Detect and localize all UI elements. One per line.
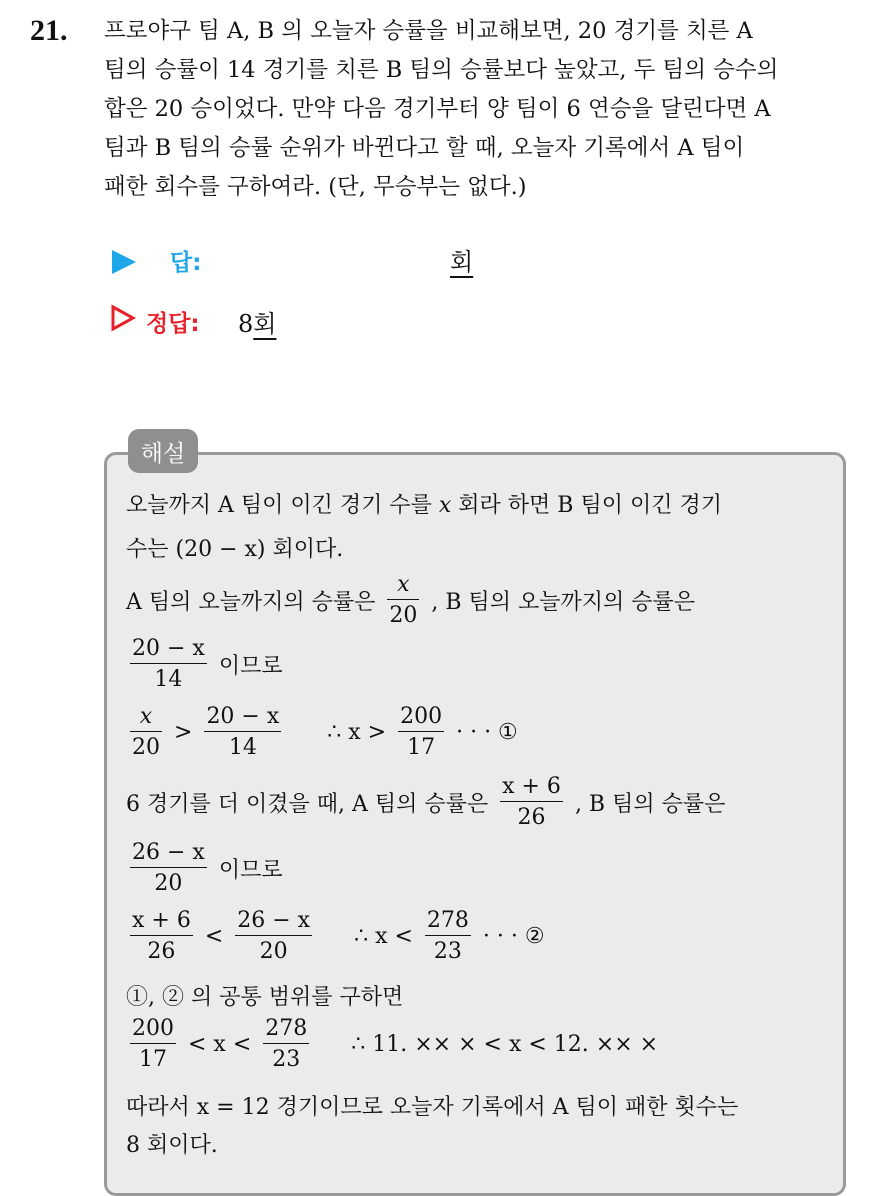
text: ∴ x < bbox=[354, 923, 413, 949]
numerator: 26 − x bbox=[235, 908, 312, 936]
numerator: 20 − x bbox=[130, 636, 207, 664]
solution-line-9: ①, ② 의 공통 범위를 구하면 bbox=[126, 985, 404, 1010]
denominator: 17 bbox=[407, 735, 436, 760]
denominator: 26 bbox=[517, 805, 546, 830]
fraction bbox=[130, 840, 207, 896]
operator: < bbox=[204, 923, 224, 949]
operator: > bbox=[174, 719, 193, 745]
denominator: 26 bbox=[147, 939, 176, 964]
correct-number: 8 bbox=[238, 310, 254, 338]
fraction bbox=[204, 704, 281, 760]
fraction bbox=[500, 774, 563, 830]
denominator: 17 bbox=[139, 1047, 167, 1072]
denominator: 14 bbox=[154, 667, 183, 692]
fraction bbox=[425, 908, 471, 964]
text: 회라 하면 B 팀이 이긴 경기 bbox=[451, 493, 722, 518]
fraction bbox=[130, 908, 193, 964]
numerator: 20 − x bbox=[204, 704, 281, 732]
correct-unit: 회 bbox=[253, 310, 277, 338]
correct-answer-label: 정답: bbox=[146, 311, 200, 337]
numerator: x bbox=[130, 704, 162, 732]
solution-line-12: 8 회이다. bbox=[126, 1133, 218, 1158]
numerator: 26 − x bbox=[130, 840, 207, 868]
text: 이므로 bbox=[218, 857, 283, 883]
solution-line-6 bbox=[126, 774, 725, 830]
fraction bbox=[387, 572, 419, 628]
fraction bbox=[130, 704, 162, 760]
question-number: 21. bbox=[30, 14, 68, 47]
fraction bbox=[235, 908, 312, 964]
text: 오늘까지 A 팀이 이긴 경기 수를 bbox=[126, 493, 439, 518]
solution-line-3 bbox=[126, 572, 695, 628]
text: · · · ② bbox=[482, 923, 545, 949]
text: 6 경기를 더 이겼을 때, A 팀의 승률은 bbox=[126, 791, 489, 817]
answer-label: 답: bbox=[170, 250, 202, 276]
fraction bbox=[130, 1016, 176, 1072]
problem-line: 팀의 승률이 14 경기를 치른 B 팀의 승률보다 높았고, 두 팀의 승수의 bbox=[104, 57, 779, 83]
numerator: x + 6 bbox=[500, 774, 563, 802]
text: A 팀의 오늘까지의 승률은 bbox=[126, 589, 376, 615]
solution-line-10 bbox=[126, 1016, 658, 1072]
solution-line-5 bbox=[126, 704, 518, 760]
text: ∴ 11. ×× × < x < 12. ×× × bbox=[351, 1031, 659, 1057]
fraction bbox=[398, 704, 444, 760]
text: , B 팀의 오늘까지의 승률은 bbox=[431, 589, 696, 615]
problem-line: 패한 회수를 구하여라. (단, 무승부는 없다.) bbox=[104, 174, 527, 200]
problem-line: 프로야구 팀 A, B 의 오늘자 승률을 비교해보면, 20 경기를 치른 A bbox=[104, 18, 753, 44]
math-var: x bbox=[438, 493, 452, 518]
denominator: 20 bbox=[259, 939, 288, 964]
text: < x < bbox=[188, 1031, 252, 1057]
solution-line-2: 수는 (20 − x) 회이다. bbox=[126, 537, 344, 562]
solution-line-11: 따라서 x = 12 경기이므로 오늘자 기록에서 A 팀이 패한 횟수는 bbox=[126, 1095, 739, 1120]
fraction bbox=[263, 1016, 309, 1072]
numerator: 278 bbox=[263, 1016, 309, 1044]
solution-tab: 해설 bbox=[128, 429, 198, 473]
text: · · · ① bbox=[456, 719, 518, 745]
numerator: x bbox=[387, 572, 419, 600]
numerator: 200 bbox=[130, 1016, 176, 1044]
numerator: 278 bbox=[425, 908, 471, 936]
numerator: x + 6 bbox=[130, 908, 193, 936]
denominator: 20 bbox=[132, 735, 160, 760]
denominator: 23 bbox=[433, 939, 462, 964]
denominator: 20 bbox=[389, 603, 418, 628]
problem-line: 합은 20 승이었다. 만약 다음 경기부터 양 팀이 6 연승을 달린다면 A bbox=[104, 96, 771, 122]
numerator: 200 bbox=[398, 704, 444, 732]
outline-triangle-icon bbox=[110, 304, 136, 332]
solution-line-1 bbox=[126, 488, 722, 519]
denominator: 23 bbox=[272, 1047, 301, 1072]
denominator: 20 bbox=[154, 871, 183, 896]
answer-blank[interactable]: 회 bbox=[450, 248, 474, 276]
solution-line-8 bbox=[126, 908, 545, 964]
correct-answer-value bbox=[238, 304, 276, 339]
problem-line: 팀과 B 팀의 승률 순위가 바뀐다고 할 때, 오늘자 기록에서 A 팀이 bbox=[104, 135, 745, 161]
play-triangle-icon bbox=[112, 250, 136, 274]
problem-text bbox=[104, 12, 864, 207]
denominator: 14 bbox=[228, 735, 257, 760]
fraction bbox=[130, 636, 207, 692]
solution-line-7 bbox=[126, 840, 283, 896]
solution-line-4 bbox=[126, 636, 283, 692]
text: ∴ x > bbox=[327, 719, 387, 745]
text: 이므로 bbox=[218, 653, 283, 679]
text: , B 팀의 승률은 bbox=[574, 791, 726, 817]
